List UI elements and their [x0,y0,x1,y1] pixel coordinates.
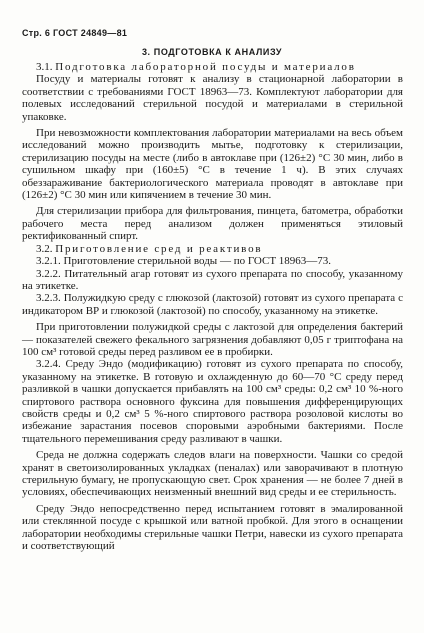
paragraph: При невозможности комплектования лаборатории материалами на весь объем исследований можно производить мытье, подготовку к стерилизации, стерилизацию посуды на месте (либо в автоклаве при (126±2) °С 30 мин, либо в сушильном шкафу при (160±5) °С в течение 1 ч). В этих случаях обеззараживание бактериологического материала проводят в автоклаве при (126±2) °С 30 мин или кипячением в течение 30 мин. [22,127,403,202]
paragraph: При приготовлении полужидкой среды с лактозой для определения бактерий — показателей свежего фекального загрязнения добавляют 0,05 г триптофана на 100 см³ готовой среды перед разливом ее в пробирки. [22,321,403,358]
paragraph: 3.2.3. Полужидкую среду с глюкозой (лактозой) готовят из сухого препарата с индикатором ВР и глюкозой (лактозой) по способу, указанному на этикетке. [22,292,403,317]
paragraph: Среда не должна содержать следов влаги на поверхности. Чашки со средой хранят в светоизолированных укладках (пеналах) или заворачивают в плотную стерильную бумагу, не пропускающую свет. Срок хранения — не более 7 дней в условиях, обеспечивающих неизменный внешний вид среды и ее стерильность. [22,449,403,499]
paragraph: 3.2.2. Питательный агар готовят из сухого препарата по способу, указанному на этикетке. [22,267,403,292]
body-text [22,61,403,552]
clause-number: 3.1. [36,61,56,73]
clause-heading: Приготовление сред и реактивов [55,242,263,255]
paragraph: Среду Эндо непосредственно перед испытанием готовят в эмалированной или стеклянной посуде с крышкой или ватной пробкой. Для этого в оснащении лаборатории необходимы стерильные чашки Петри, навески из сухого препарата и соответствующий [22,502,403,553]
section-title: 3. ПОДГОТОВКА К АНАЛИЗУ [141,47,283,57]
paragraph-3-2 [22,243,403,255]
paragraph: Для стерилизации прибора для фильтрования, пинцета, батометра, обработки рабочего места перед анализом должен применяться этиловый ректификованный спирт. [22,205,403,243]
paragraph: 3.2.4. Среду Эндо (модификацию) готовят из сухого препарата по способу, указанному на этикетке. В готовую и охлажденную до 60—70 °С среду перед разливкой в чашки допускается прибавлять на 100 см³ среды: 0,2 см³ 10 %-ного спиртового раствора основного фуксина для повышения дифференцирующих свойств среды и 0,2 см³ 5 %-ного спиртового раствора розоловой кислоты во избежание зарастания посевов споровыми аэробными бактериями. После тщательного перемешивания среду разливают в чашки. [22,358,403,445]
running-head: Стр. 6 ГОСТ 24849—81 [22,28,128,38]
clause-heading: Подготовка лабораторной посуды и материалов [55,61,356,73]
paragraph: 3.2.1. Приготовление стерильной воды — по ГОСТ 18963—73. [36,255,332,268]
paragraph: Посуду и материалы готовят к анализу в стационарной лаборатории в соответствии с требованиями ГОСТ 18963—73. Комплектуют лаборатории для полевых исследований стерильной посудой и материалами в стерильной упаковке. [22,73,403,123]
clause-number: 3.2. [36,242,56,255]
paragraph-3-1 [22,61,403,73]
